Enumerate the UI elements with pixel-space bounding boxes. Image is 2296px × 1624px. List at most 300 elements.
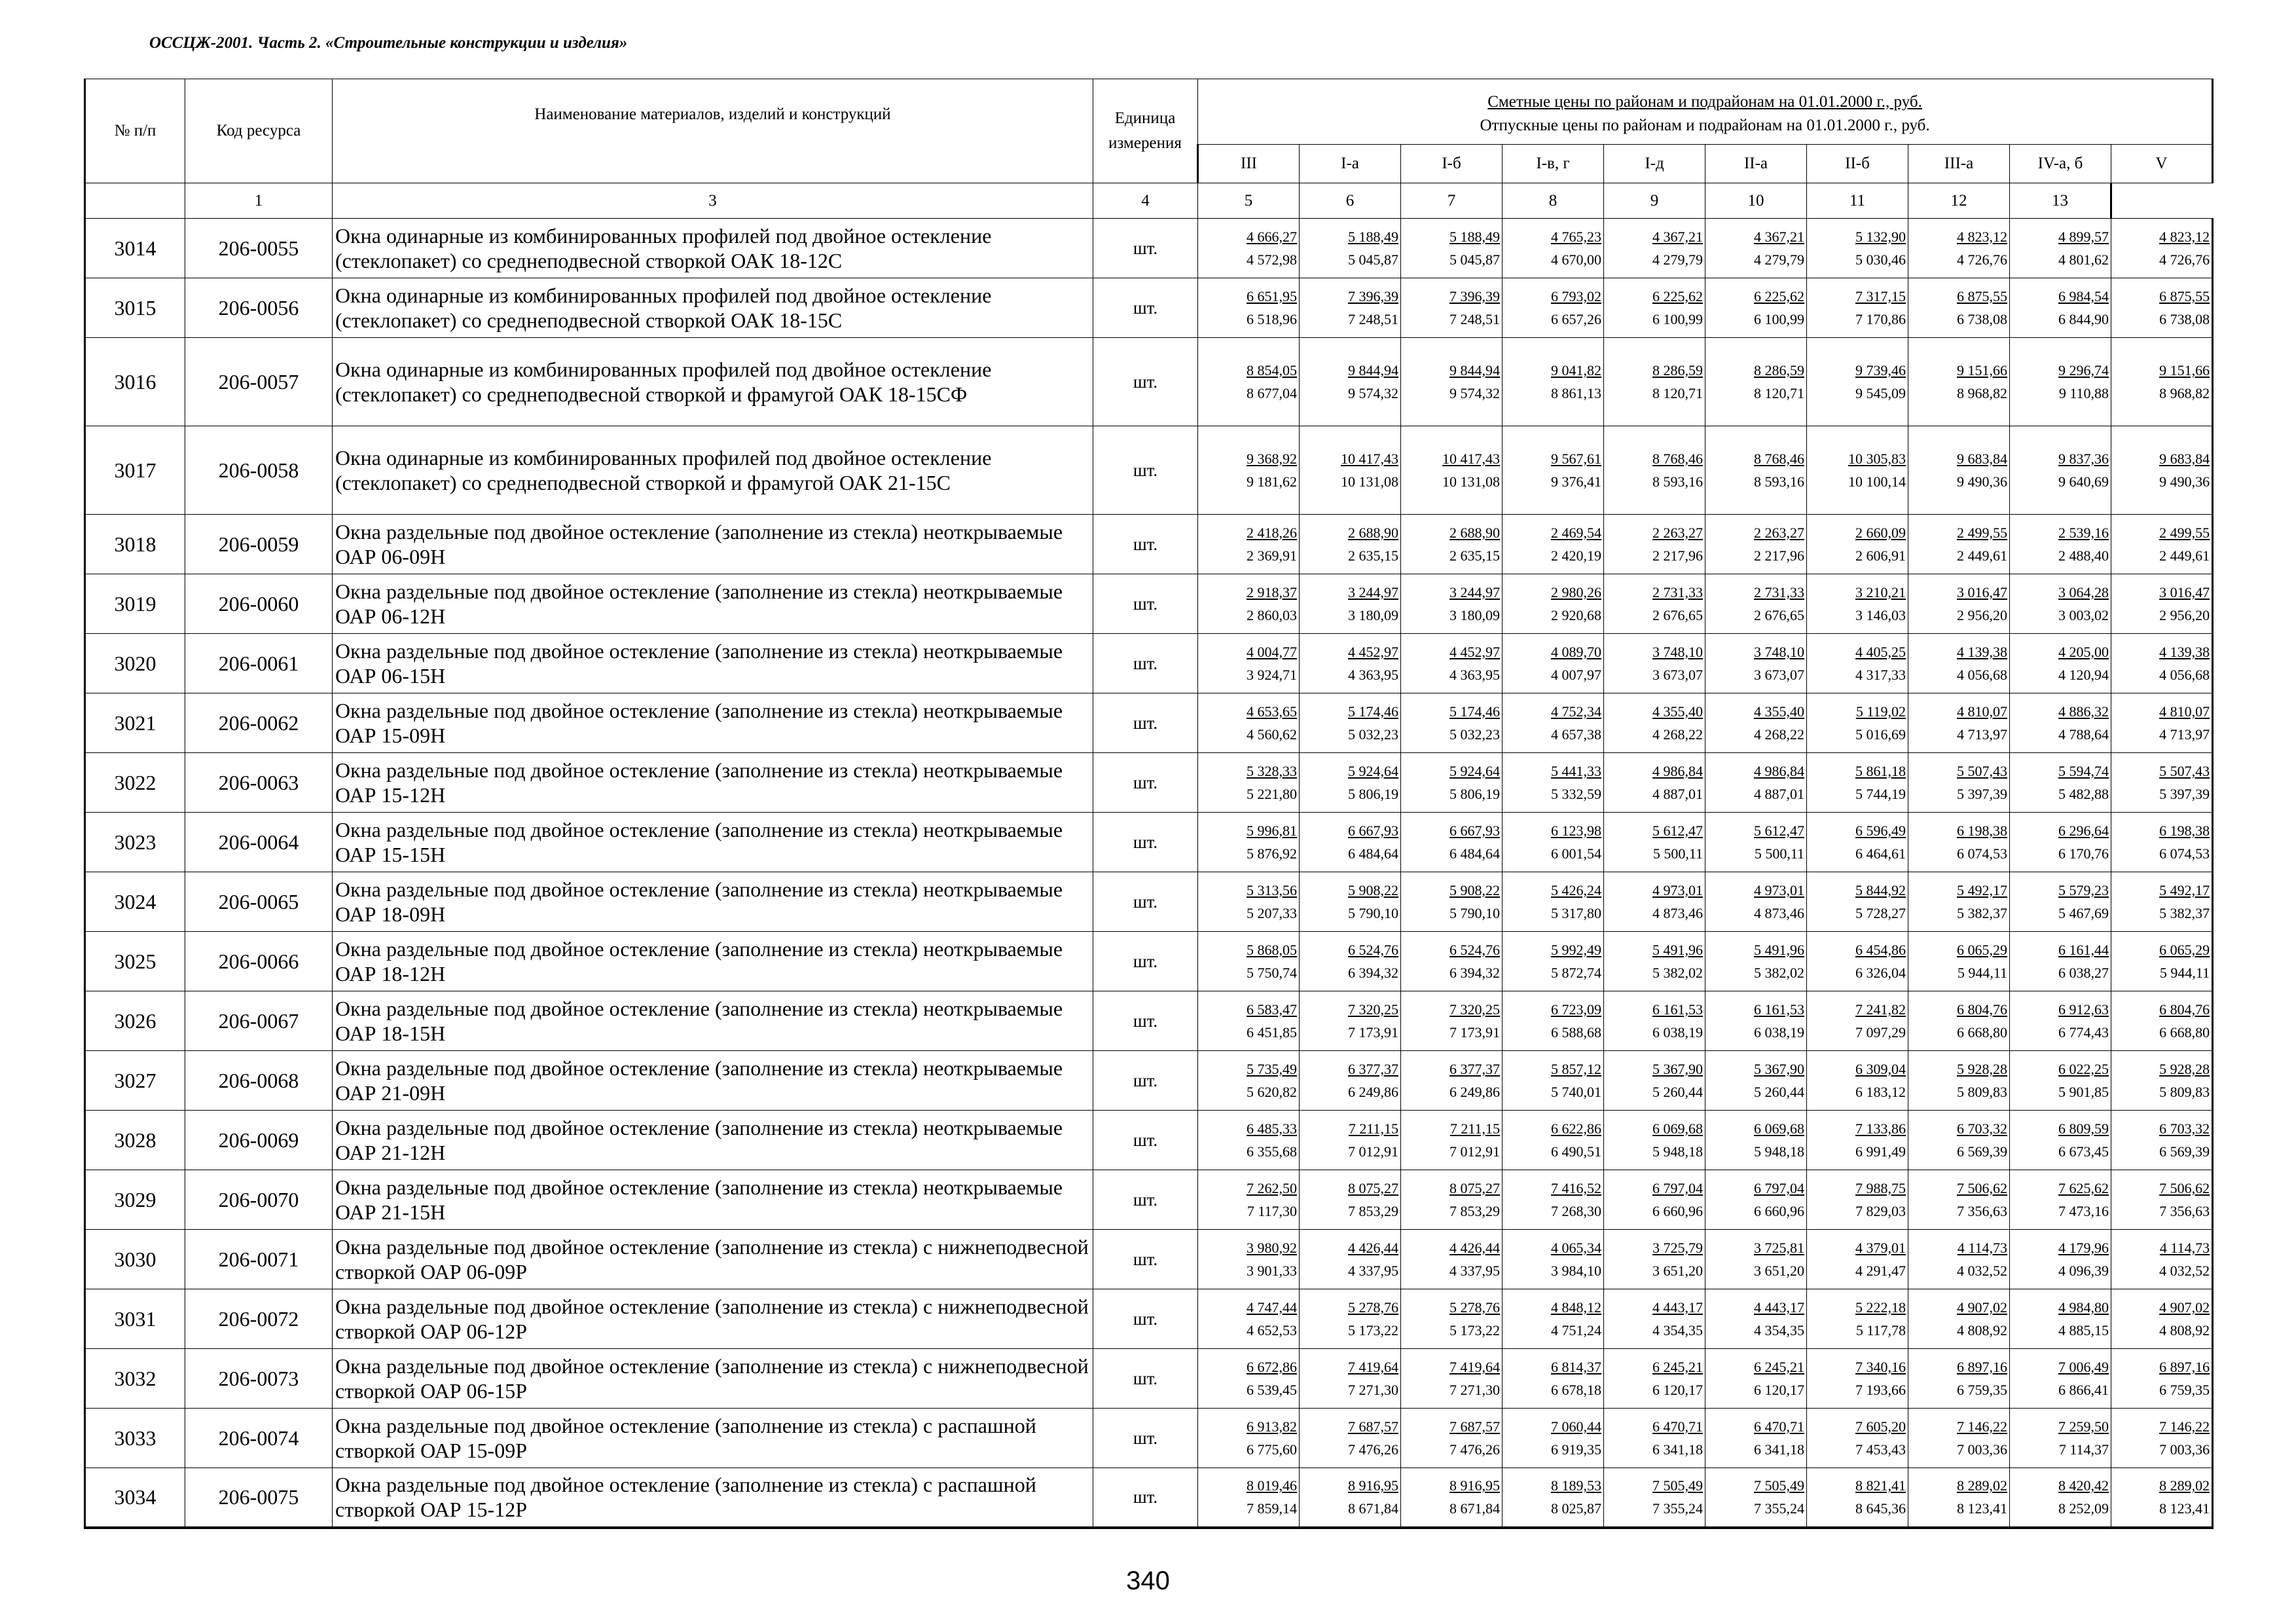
release-price: 5 809,83 xyxy=(1957,1084,2007,1100)
estimate-price: 8 075,27 xyxy=(1449,1180,1500,1196)
release-price: 4 808,92 xyxy=(1957,1322,2007,1338)
item-name: Окна одинарные из комбинированных профилей под двойное остекление (стеклопакет) со среднеподвесной створкой ОАК 18-15С xyxy=(333,278,1093,338)
table-row xyxy=(85,991,2213,1051)
row-number: 3017 xyxy=(85,426,185,515)
estimate-price: 5 594,74 xyxy=(2058,763,2109,779)
release-price: 5 397,39 xyxy=(1957,786,2007,802)
release-price: 5 876,92 xyxy=(1247,845,1297,862)
price-cell xyxy=(1198,278,1300,338)
release-price: 4 337,95 xyxy=(1449,1263,1500,1279)
estimate-price: 5 908,22 xyxy=(1348,882,1398,898)
release-price: 7 170,86 xyxy=(1855,311,1906,327)
item-name: Окна раздельные под двойное остекление (заполнение из стекла) неоткрываемые ОАР 15-09Н xyxy=(333,693,1093,753)
price-cell xyxy=(1300,1051,1401,1111)
price-cell xyxy=(2010,515,2111,574)
estimate-price: 2 980,26 xyxy=(1551,584,1601,600)
resource-code: 206-0058 xyxy=(185,426,333,515)
release-price: 9 376,41 xyxy=(1551,473,1601,490)
price-cell xyxy=(1908,1468,2010,1528)
release-price: 4 032,52 xyxy=(1957,1263,2007,1279)
price-cell xyxy=(1503,426,1604,515)
unit-of-measure: шт. xyxy=(1093,1468,1198,1528)
release-price: 7 271,30 xyxy=(1348,1382,1398,1398)
release-price: 7 012,91 xyxy=(1348,1143,1398,1160)
estimate-price: 6 703,32 xyxy=(1957,1120,2007,1137)
release-price: 3 673,07 xyxy=(1754,667,1804,683)
estimate-price: 7 133,86 xyxy=(1855,1120,1906,1137)
price-cell xyxy=(1908,753,2010,813)
release-price: 4 885,15 xyxy=(2058,1322,2109,1338)
running-head: ОССЦЖ-2001. Часть 2. «Строительные конструкции и изделия» xyxy=(149,34,628,52)
release-price: 10 100,14 xyxy=(1848,473,1906,490)
release-price: 3 924,71 xyxy=(1247,667,1297,683)
release-price: 7 853,29 xyxy=(1348,1203,1398,1219)
release-price: 8 120,71 xyxy=(1754,385,1804,401)
release-price: 3 180,09 xyxy=(1449,607,1500,623)
release-price: 8 593,16 xyxy=(1754,473,1804,490)
release-price: 7 193,66 xyxy=(1855,1382,1906,1398)
item-name: Окна одинарные из комбинированных профилей под двойное остекление (стеклопакет) со среднеподвесной створкой и фрамугой ОАК 18-15СФ xyxy=(333,338,1093,426)
estimate-price: 8 289,02 xyxy=(1957,1477,2007,1494)
price-cell xyxy=(1503,1051,1604,1111)
price-cell xyxy=(1300,515,1401,574)
release-price: 2 676,65 xyxy=(1652,607,1703,623)
row-number: 3030 xyxy=(85,1230,185,1289)
resource-code: 206-0062 xyxy=(185,693,333,753)
price-cell xyxy=(1503,338,1604,426)
estimate-price: 2 499,55 xyxy=(1957,525,2007,541)
unit-of-measure: шт. xyxy=(1093,1289,1198,1349)
release-price: 3 180,09 xyxy=(1348,607,1398,623)
estimate-price: 8 189,53 xyxy=(1551,1477,1601,1494)
estimate-price: 4 379,01 xyxy=(1855,1240,1906,1256)
estimate-price: 4 848,12 xyxy=(1551,1299,1601,1316)
estimate-price: 6 984,54 xyxy=(2058,288,2109,304)
release-price: 4 337,95 xyxy=(1348,1263,1398,1279)
price-cell xyxy=(1807,991,1908,1051)
estimate-price: 6 804,76 xyxy=(2159,1001,2210,1018)
unit-of-measure: шт. xyxy=(1093,693,1198,753)
estimate-price: 5 844,92 xyxy=(1855,882,1906,898)
release-price: 6 678,18 xyxy=(1551,1382,1601,1398)
release-price: 4 887,01 xyxy=(1754,786,1804,802)
release-price: 2 956,20 xyxy=(2159,607,2210,623)
release-price: 4 056,68 xyxy=(1957,667,2007,683)
estimate-price: 6 454,86 xyxy=(1855,942,1906,958)
release-price: 2 676,65 xyxy=(1754,607,1804,623)
estimate-price: 10 417,43 xyxy=(1442,451,1500,467)
price-cell xyxy=(1401,693,1503,753)
estimate-price: 7 416,52 xyxy=(1551,1180,1601,1196)
price-cell xyxy=(1705,753,1807,813)
price-cell xyxy=(1503,1170,1604,1230)
price-cell xyxy=(2111,1051,2213,1111)
estimate-price: 3 980,92 xyxy=(1247,1240,1297,1256)
release-price: 7 473,16 xyxy=(2058,1203,2109,1219)
price-cell xyxy=(1198,1289,1300,1349)
price-cell xyxy=(2010,634,2111,693)
release-price: 5 173,22 xyxy=(1348,1322,1398,1338)
price-cell xyxy=(1300,753,1401,813)
release-price: 5 901,85 xyxy=(2058,1084,2109,1100)
price-cell xyxy=(2010,1230,2111,1289)
estimate-price: 4 907,02 xyxy=(2159,1299,2210,1316)
item-name: Окна раздельные под двойное остекление (заполнение из стекла) с нижнеподвесной створкой ОАР 06-12Р xyxy=(333,1289,1093,1349)
price-cell xyxy=(1300,338,1401,426)
price-cell xyxy=(1705,515,1807,574)
release-price: 4 572,98 xyxy=(1247,251,1297,268)
column-number: 12 xyxy=(1908,183,2010,219)
estimate-price: 6 583,47 xyxy=(1247,1001,1297,1018)
price-cell xyxy=(1908,1051,2010,1111)
price-cell xyxy=(1401,1349,1503,1409)
price-cell xyxy=(1705,1349,1807,1409)
release-price: 7 003,36 xyxy=(2159,1441,2210,1458)
release-price: 7 173,91 xyxy=(1348,1024,1398,1041)
price-cell xyxy=(1807,1409,1908,1468)
resource-code: 206-0064 xyxy=(185,813,333,872)
release-price: 7 248,51 xyxy=(1348,311,1398,327)
price-cell xyxy=(1807,1289,1908,1349)
estimate-price: 5 507,43 xyxy=(2159,763,2210,779)
price-cell xyxy=(2111,515,2213,574)
price-cell xyxy=(1908,1349,2010,1409)
estimate-price: 4 065,34 xyxy=(1551,1240,1601,1256)
price-cell xyxy=(1604,338,1705,426)
release-price: 5 872,74 xyxy=(1551,965,1601,981)
release-price: 5 260,44 xyxy=(1652,1084,1703,1100)
table-row xyxy=(85,338,2213,426)
estimate-price: 4 986,84 xyxy=(1754,763,1804,779)
price-cell xyxy=(1705,1230,1807,1289)
region-header: II-б xyxy=(1807,145,1908,183)
release-price: 7 859,14 xyxy=(1247,1500,1297,1517)
price-cell xyxy=(1401,634,1503,693)
price-cell xyxy=(2111,1289,2213,1349)
estimate-price: 4 907,02 xyxy=(1957,1299,2007,1316)
estimate-price: 6 804,76 xyxy=(1957,1001,2007,1018)
price-cell xyxy=(1300,219,1401,278)
price-cell xyxy=(1908,1230,2010,1289)
price-cell xyxy=(2111,278,2213,338)
price-cell xyxy=(1807,634,1908,693)
price-cell xyxy=(2010,426,2111,515)
item-name: Окна раздельные под двойное остекление (заполнение из стекла) неоткрываемые ОАР 06-15Н xyxy=(333,634,1093,693)
table-row xyxy=(85,1051,2213,1111)
release-price: 6 074,53 xyxy=(1957,845,2007,862)
estimate-price: 4 747,44 xyxy=(1247,1299,1297,1316)
page-number: 340 xyxy=(1126,1566,1170,1595)
price-cell xyxy=(1198,932,1300,991)
table-row xyxy=(85,693,2213,753)
release-price: 3 651,20 xyxy=(1652,1263,1703,1279)
release-price: 5 948,18 xyxy=(1652,1143,1703,1160)
release-price: 6 657,26 xyxy=(1551,311,1601,327)
row-number: 3032 xyxy=(85,1349,185,1409)
row-number: 3034 xyxy=(85,1468,185,1528)
release-price: 3 901,33 xyxy=(1247,1263,1297,1279)
price-cell xyxy=(1300,426,1401,515)
price-cell xyxy=(1198,1111,1300,1170)
estimate-price: 8 768,46 xyxy=(1754,451,1804,467)
price-cell xyxy=(2010,278,2111,338)
estimate-price: 4 355,40 xyxy=(1652,703,1703,720)
price-cell xyxy=(1604,1230,1705,1289)
release-price: 7 356,63 xyxy=(2159,1203,2210,1219)
release-price: 5 500,11 xyxy=(1754,845,1804,862)
estimate-price: 5 132,90 xyxy=(1855,229,1906,245)
price-cell xyxy=(1705,338,1807,426)
header-name: Наименование материалов, изделий и конструкций xyxy=(333,79,1093,183)
release-price: 6 844,90 xyxy=(2058,311,2109,327)
price-cell xyxy=(1908,1170,2010,1230)
release-price: 4 560,62 xyxy=(1247,726,1297,743)
estimate-price: 6 672,86 xyxy=(1247,1359,1297,1375)
price-cell xyxy=(2111,574,2213,634)
release-price: 6 490,51 xyxy=(1551,1143,1601,1160)
price-cell xyxy=(2111,1409,2213,1468)
price-cell xyxy=(1503,932,1604,991)
release-price: 5 740,01 xyxy=(1551,1084,1601,1100)
release-price: 7 097,29 xyxy=(1855,1024,1906,1041)
price-cell xyxy=(1503,1289,1604,1349)
estimate-price: 6 296,64 xyxy=(2058,822,2109,839)
price-cell xyxy=(1198,634,1300,693)
release-price: 6 038,19 xyxy=(1652,1024,1703,1041)
release-price: 4 317,33 xyxy=(1855,667,1906,683)
release-price: 7 355,24 xyxy=(1754,1500,1804,1517)
row-number: 3014 xyxy=(85,219,185,278)
price-cell xyxy=(1705,991,1807,1051)
price-cell xyxy=(1807,753,1908,813)
estimate-price: 10 305,83 xyxy=(1848,451,1906,467)
release-price: 4 751,24 xyxy=(1551,1322,1601,1338)
resource-code: 206-0068 xyxy=(185,1051,333,1111)
estimate-price: 2 660,09 xyxy=(1855,525,1906,541)
release-price: 2 606,91 xyxy=(1855,547,1906,564)
item-name: Окна раздельные под двойное остекление (заполнение из стекла) с нижнеподвесной створкой ОАР 06-09Р xyxy=(333,1230,1093,1289)
release-price: 4 873,46 xyxy=(1754,905,1804,921)
estimate-price: 5 426,24 xyxy=(1551,882,1601,898)
estimate-price: 4 810,07 xyxy=(1957,703,2007,720)
estimate-price: 2 418,26 xyxy=(1247,525,1297,541)
release-price: 5 482,88 xyxy=(2058,786,2109,802)
table-row xyxy=(85,1468,2213,1528)
estimate-price: 4 452,97 xyxy=(1449,644,1500,660)
region-header: III xyxy=(1198,145,1300,183)
release-price: 2 217,96 xyxy=(1754,547,1804,564)
release-price: 2 217,96 xyxy=(1652,547,1703,564)
release-price: 4 268,22 xyxy=(1652,726,1703,743)
estimate-price: 4 355,40 xyxy=(1754,703,1804,720)
estimate-price: 7 262,50 xyxy=(1247,1180,1297,1196)
release-price: 2 860,03 xyxy=(1247,607,1297,623)
row-number: 3026 xyxy=(85,991,185,1051)
release-price: 4 007,97 xyxy=(1551,667,1601,683)
price-cell xyxy=(1503,872,1604,932)
release-price: 6 668,80 xyxy=(1957,1024,2007,1041)
row-number: 3022 xyxy=(85,753,185,813)
price-cell xyxy=(1604,515,1705,574)
release-price: 6 038,27 xyxy=(2058,965,2109,981)
estimate-price: 9 739,46 xyxy=(1855,362,1906,378)
price-cell xyxy=(1198,693,1300,753)
release-price: 4 120,94 xyxy=(2058,667,2109,683)
release-price: 5 207,33 xyxy=(1247,905,1297,921)
estimate-price: 4 823,12 xyxy=(1957,229,2007,245)
price-cell xyxy=(2111,1170,2213,1230)
estimate-price: 6 793,02 xyxy=(1551,288,1601,304)
estimate-price: 6 123,98 xyxy=(1551,822,1601,839)
estimate-price: 8 916,95 xyxy=(1348,1477,1398,1494)
price-cell xyxy=(1198,515,1300,574)
resource-code: 206-0060 xyxy=(185,574,333,634)
estimate-price: 5 222,18 xyxy=(1855,1299,1906,1316)
unit-of-measure: шт. xyxy=(1093,932,1198,991)
price-cell xyxy=(1908,1289,2010,1349)
estimate-price: 4 367,21 xyxy=(1754,229,1804,245)
estimate-price: 9 567,61 xyxy=(1551,451,1601,467)
price-cell xyxy=(1908,991,2010,1051)
region-header: III-а xyxy=(1908,145,2010,183)
release-price: 8 968,82 xyxy=(1957,385,2007,401)
estimate-price: 6 912,63 xyxy=(2058,1001,2109,1018)
price-cell xyxy=(1705,1468,1807,1528)
estimate-price: 7 146,22 xyxy=(2159,1418,2210,1435)
estimate-price: 6 897,16 xyxy=(1957,1359,2007,1375)
table-row xyxy=(85,426,2213,515)
price-cell xyxy=(1604,1349,1705,1409)
price-cell xyxy=(2111,634,2213,693)
price-cell xyxy=(1401,1111,1503,1170)
estimate-price: 2 688,90 xyxy=(1449,525,1500,541)
price-cell xyxy=(2111,1349,2213,1409)
estimate-price: 5 367,90 xyxy=(1652,1061,1703,1077)
release-price: 8 123,41 xyxy=(1957,1500,2007,1517)
price-cell xyxy=(2010,1409,2111,1468)
estimate-price: 8 286,59 xyxy=(1754,362,1804,378)
estimate-price: 5 857,12 xyxy=(1551,1061,1601,1077)
price-cell xyxy=(1198,1349,1300,1409)
estimate-price: 7 506,62 xyxy=(2159,1180,2210,1196)
release-price: 6 451,85 xyxy=(1247,1024,1297,1041)
release-price: 2 920,68 xyxy=(1551,607,1601,623)
row-number: 3024 xyxy=(85,872,185,932)
release-price: 2 420,19 xyxy=(1551,547,1601,564)
release-price: 6 759,35 xyxy=(1957,1382,2007,1398)
release-price: 6 394,32 xyxy=(1348,965,1398,981)
release-price: 8 120,71 xyxy=(1652,385,1703,401)
estimate-price: 6 524,76 xyxy=(1449,942,1500,958)
price-cell xyxy=(1807,1111,1908,1170)
release-price: 10 131,08 xyxy=(1442,473,1500,490)
item-name: Окна раздельные под двойное остекление (заполнение из стекла) неоткрываемые ОАР 15-15Н xyxy=(333,813,1093,872)
release-price: 6 038,19 xyxy=(1754,1024,1804,1041)
release-price: 5 750,74 xyxy=(1247,965,1297,981)
price-cell xyxy=(1300,278,1401,338)
release-price: 7 173,91 xyxy=(1449,1024,1500,1041)
row-number: 3015 xyxy=(85,278,185,338)
price-cell xyxy=(1503,991,1604,1051)
estimate-price: 5 928,28 xyxy=(2159,1061,2210,1077)
estimate-price: 7 146,22 xyxy=(1957,1418,2007,1435)
price-cell xyxy=(1503,1468,1604,1528)
region-header: II-а xyxy=(1705,145,1807,183)
price-cell xyxy=(1300,1170,1401,1230)
estimate-price: 7 625,62 xyxy=(2058,1180,2109,1196)
estimate-price: 6 485,33 xyxy=(1247,1120,1297,1137)
release-price: 6 660,96 xyxy=(1652,1203,1703,1219)
release-price: 5 016,69 xyxy=(1855,726,1906,743)
release-price: 2 635,15 xyxy=(1348,547,1398,564)
price-cell xyxy=(1807,1170,1908,1230)
row-number: 3023 xyxy=(85,813,185,872)
release-price: 4 354,35 xyxy=(1754,1322,1804,1338)
table-row xyxy=(85,813,2213,872)
release-price: 6 249,86 xyxy=(1449,1084,1500,1100)
estimate-price: 3 725,81 xyxy=(1754,1240,1804,1256)
release-price: 6 484,64 xyxy=(1449,845,1500,862)
estimate-price: 8 019,46 xyxy=(1247,1477,1297,1494)
price-cell xyxy=(2111,991,2213,1051)
release-price: 6 100,99 xyxy=(1652,311,1703,327)
price-cell xyxy=(1807,1051,1908,1111)
release-price: 6 991,49 xyxy=(1855,1143,1906,1160)
release-price: 5 045,87 xyxy=(1449,251,1500,268)
price-cell xyxy=(1705,1409,1807,1468)
release-price: 2 488,40 xyxy=(2058,547,2109,564)
price-cell xyxy=(1705,634,1807,693)
release-price: 5 382,02 xyxy=(1652,965,1703,981)
release-price: 5 790,10 xyxy=(1348,905,1398,921)
release-price: 8 025,87 xyxy=(1551,1500,1601,1517)
estimate-price: 9 837,36 xyxy=(2058,451,2109,467)
price-cell xyxy=(1705,278,1807,338)
estimate-price: 5 612,47 xyxy=(1754,822,1804,839)
price-cell xyxy=(1300,1289,1401,1349)
release-price: 9 490,36 xyxy=(2159,473,2210,490)
estimate-price: 6 245,21 xyxy=(1652,1359,1703,1375)
row-number: 3021 xyxy=(85,693,185,753)
resource-code: 206-0075 xyxy=(185,1468,333,1528)
estimate-price: 6 875,55 xyxy=(2159,288,2210,304)
header-prices-estimate: Сметные цены по районам и подрайонам на 01.01.2000 г., руб. xyxy=(1487,92,1922,111)
estimate-price: 2 539,16 xyxy=(2058,525,2109,541)
price-cell xyxy=(1503,515,1604,574)
release-price: 6 588,68 xyxy=(1551,1024,1601,1041)
release-price: 5 032,23 xyxy=(1449,726,1500,743)
estimate-price: 5 924,64 xyxy=(1348,763,1398,779)
release-price: 8 593,16 xyxy=(1652,473,1703,490)
release-price: 4 801,62 xyxy=(2058,251,2109,268)
estimate-price: 3 244,97 xyxy=(1348,584,1398,600)
release-price: 3 984,10 xyxy=(1551,1263,1601,1279)
unit-of-measure: шт. xyxy=(1093,1111,1198,1170)
table-row xyxy=(85,1230,2213,1289)
price-cell xyxy=(1908,693,2010,753)
row-number: 3018 xyxy=(85,515,185,574)
estimate-price: 6 797,04 xyxy=(1652,1180,1703,1196)
release-price: 5 806,19 xyxy=(1348,786,1398,802)
price-cell xyxy=(1401,219,1503,278)
price-cell xyxy=(2010,338,2111,426)
release-price: 9 181,62 xyxy=(1247,473,1297,490)
release-price: 5 030,46 xyxy=(1855,251,1906,268)
item-name: Окна раздельные под двойное остекление (заполнение из стекла) неоткрываемые ОАР 21-15Н xyxy=(333,1170,1093,1230)
price-cell xyxy=(1604,1051,1705,1111)
table-row xyxy=(85,219,2213,278)
release-price: 8 123,41 xyxy=(2159,1500,2210,1517)
